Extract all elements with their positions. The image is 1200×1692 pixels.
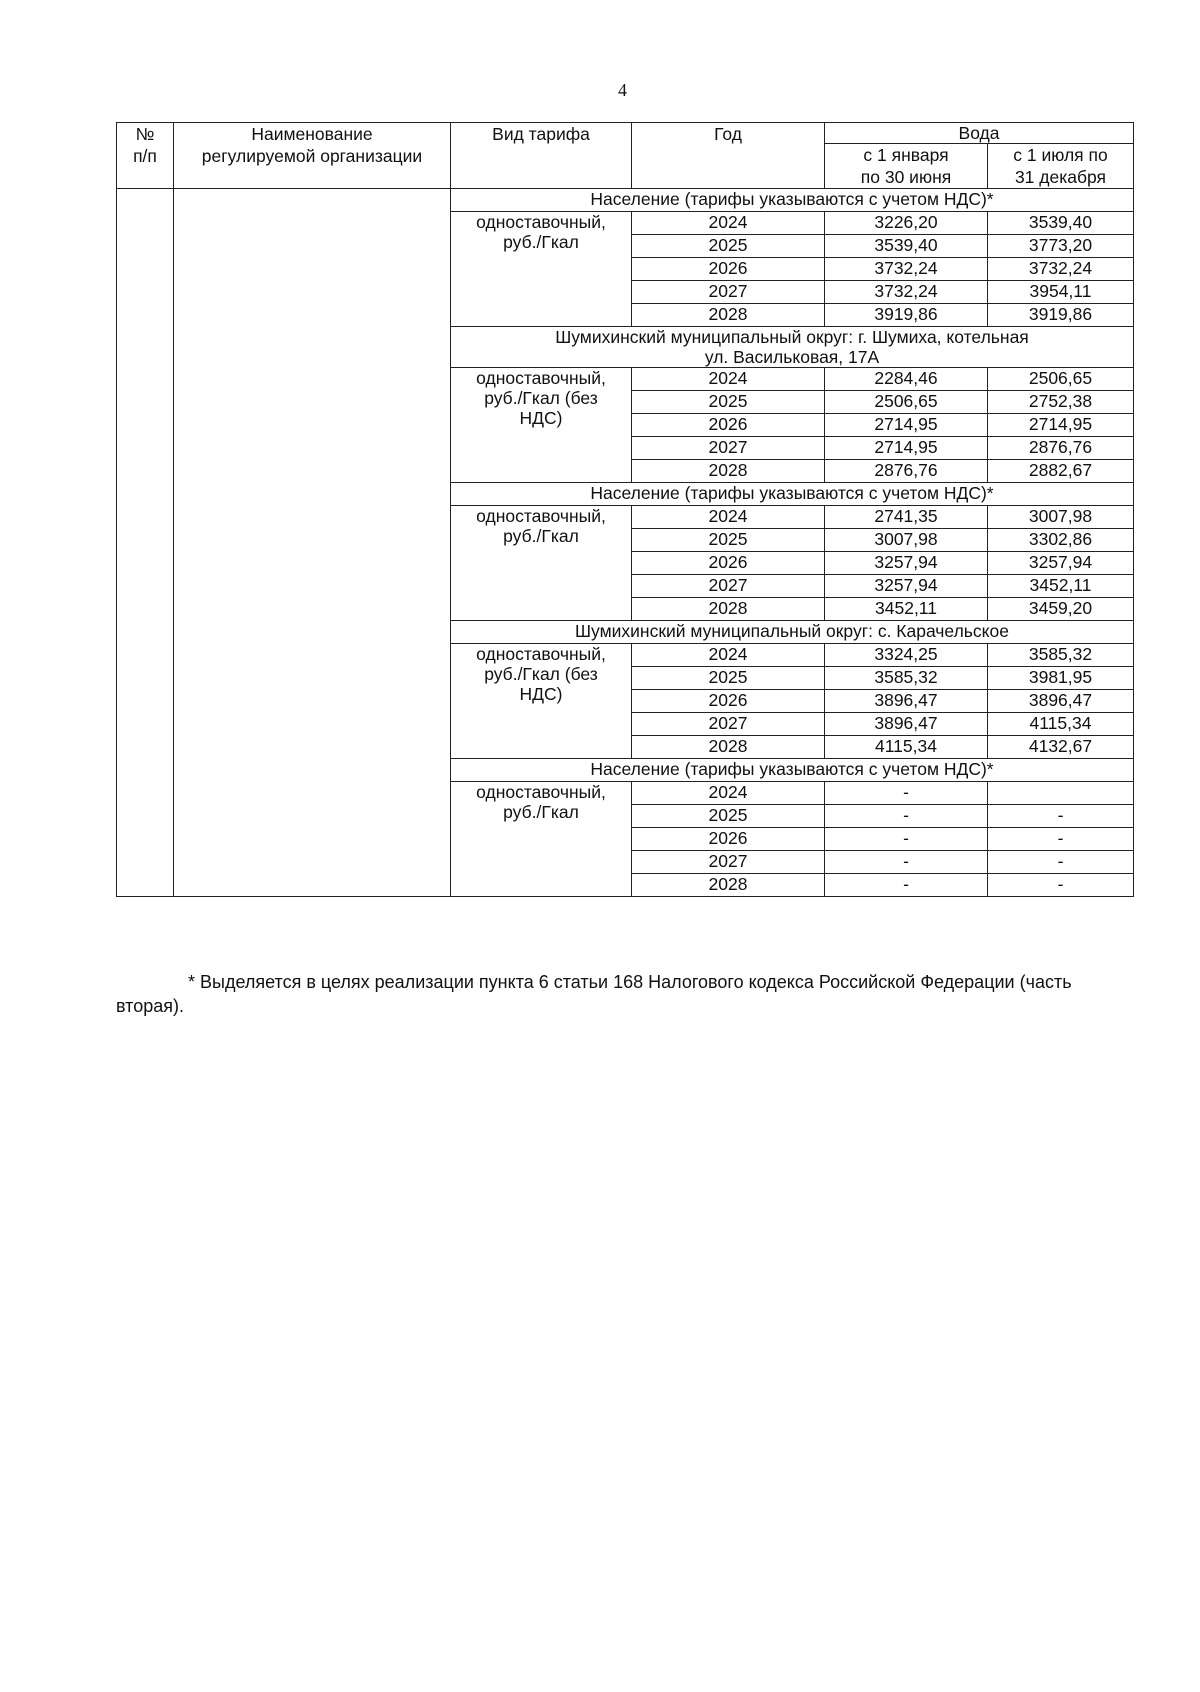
value-h1-cell: 3257,94 [825, 575, 988, 598]
value-h2-cell [988, 782, 1134, 805]
tariff-type-cell [451, 368, 632, 483]
value-h1-cell: 3919,86 [825, 304, 988, 327]
value-h1-cell: - [825, 828, 988, 851]
value-h2-cell: - [988, 851, 1134, 874]
header-water: Вода [825, 123, 1134, 144]
year-cell: 2026 [632, 690, 825, 713]
value-h2-cell: 3981,95 [988, 667, 1134, 690]
value-h1-cell: 3732,24 [825, 258, 988, 281]
year-cell: 2024 [632, 506, 825, 529]
value-h1-cell: 2876,76 [825, 460, 988, 483]
year-cell: 2024 [632, 368, 825, 391]
tariff-table [116, 122, 1134, 897]
value-h2-cell: 3257,94 [988, 552, 1134, 575]
tariff-type-text: одноставочный, руб./Гкал (без НДС) [476, 644, 606, 704]
value-h2-cell: 2714,95 [988, 414, 1134, 437]
value-h2-cell: 4132,67 [988, 736, 1134, 759]
year-cell: 2027 [632, 713, 825, 736]
tariff-type-text: одноставочный, руб./Гкал [476, 782, 606, 822]
year-cell: 2027 [632, 281, 825, 304]
year-cell: 2028 [632, 736, 825, 759]
tariff-type-text: одноставочный, руб./Гкал [476, 212, 606, 252]
value-h1-cell: 2714,95 [825, 437, 988, 460]
value-h1-cell: 3452,11 [825, 598, 988, 621]
value-h1-cell: - [825, 782, 988, 805]
header-period-h1 [825, 144, 988, 189]
value-h2-cell: 3459,20 [988, 598, 1134, 621]
section-title-text: Шумихинский муниципальный округ: с. Карачельское [575, 621, 1009, 641]
header-number [117, 123, 174, 189]
year-cell: 2026 [632, 552, 825, 575]
year-cell: 2028 [632, 598, 825, 621]
value-h1-cell: 4115,34 [825, 736, 988, 759]
organization-cell-empty [174, 189, 451, 897]
section-title-text: Население (тарифы указываются с учетом НДС)* [590, 189, 994, 209]
value-h2-cell: 2876,76 [988, 437, 1134, 460]
value-h2-cell: 2506,65 [988, 368, 1134, 391]
value-h1-cell: 2741,35 [825, 506, 988, 529]
value-h2-cell: 3302,86 [988, 529, 1134, 552]
value-h2-cell: 3919,86 [988, 304, 1134, 327]
year-cell: 2026 [632, 828, 825, 851]
value-h1-cell: 3007,98 [825, 529, 988, 552]
tariff-type-cell [451, 506, 632, 621]
year-cell: 2028 [632, 460, 825, 483]
number-cell-empty [117, 189, 174, 897]
value-h2-cell: 4115,34 [988, 713, 1134, 736]
tariff-type-cell [451, 782, 632, 897]
section-title [451, 483, 1134, 506]
year-cell: 2025 [632, 235, 825, 258]
value-h1-cell: 3585,32 [825, 667, 988, 690]
year-cell: 2028 [632, 874, 825, 897]
tariff-type-cell [451, 212, 632, 327]
year-cell: 2027 [632, 851, 825, 874]
value-h2-cell: 3007,98 [988, 506, 1134, 529]
value-h1-cell: 3896,47 [825, 690, 988, 713]
value-h2-cell: 2752,38 [988, 391, 1134, 414]
table-body [117, 189, 1134, 897]
year-cell: 2025 [632, 391, 825, 414]
value-h1-cell: 2284,46 [825, 368, 988, 391]
section-title-row [117, 189, 1134, 212]
value-h2-cell: - [988, 805, 1134, 828]
section-title [451, 327, 1134, 368]
tariff-type-cell [451, 644, 632, 759]
section-title [451, 759, 1134, 782]
header-organization [174, 123, 451, 189]
section-title [451, 189, 1134, 212]
header-tariff-type: Вид тарифа [451, 123, 632, 189]
value-h2-cell: 2882,67 [988, 460, 1134, 483]
value-h1-cell: 3226,20 [825, 212, 988, 235]
year-cell: 2026 [632, 258, 825, 281]
year-cell: 2025 [632, 805, 825, 828]
header-period-h2 [988, 144, 1134, 189]
value-h1-cell: 3732,24 [825, 281, 988, 304]
value-h1-cell: - [825, 851, 988, 874]
value-h1-cell: 2714,95 [825, 414, 988, 437]
year-cell: 2027 [632, 437, 825, 460]
table-header [117, 123, 1134, 189]
section-title-text: Шумихинский муниципальный округ: г. Шумиха, котельная ул. Васильковая, 17А [555, 327, 1029, 367]
value-h1-cell: 2506,65 [825, 391, 988, 414]
year-cell: 2027 [632, 575, 825, 598]
value-h1-cell: 3257,94 [825, 552, 988, 575]
value-h2-cell: 3896,47 [988, 690, 1134, 713]
year-cell: 2024 [632, 644, 825, 667]
section-title-text: Население (тарифы указываются с учетом НДС)* [590, 759, 994, 779]
header-year: Год [632, 123, 825, 189]
value-h2-cell: - [988, 874, 1134, 897]
year-cell: 2026 [632, 414, 825, 437]
value-h2-cell: 3954,11 [988, 281, 1134, 304]
value-h2-cell: 3585,32 [988, 644, 1134, 667]
value-h2-cell: 3452,11 [988, 575, 1134, 598]
value-h1-cell: - [825, 805, 988, 828]
value-h1-cell: 3539,40 [825, 235, 988, 258]
header-period-h2-text: с 1 июля по 31 декабря [1013, 145, 1108, 187]
year-cell: 2025 [632, 667, 825, 690]
value-h2-cell: 3732,24 [988, 258, 1134, 281]
value-h1-cell: 3324,25 [825, 644, 988, 667]
value-h2-cell: 3539,40 [988, 212, 1134, 235]
year-cell: 2028 [632, 304, 825, 327]
tariff-type-text: одноставочный, руб./Гкал (без НДС) [476, 368, 606, 428]
header-organization-text: Наименование регулируемой организации [201, 124, 423, 166]
value-h1-cell: 3896,47 [825, 713, 988, 736]
year-cell: 2025 [632, 529, 825, 552]
header-period-h1-text: с 1 января по 30 июня [860, 145, 952, 187]
page-number: 4 [618, 80, 627, 100]
footnote: * Выделяется в целях реализации пункта 6 статьи 168 Налогового кодекса Российской Федерации (часть вторая). [116, 972, 1072, 1016]
section-title [451, 621, 1134, 644]
tariff-type-text: одноставочный, руб./Гкал [476, 506, 606, 546]
value-h2-cell: 3773,20 [988, 235, 1134, 258]
year-cell: 2024 [632, 782, 825, 805]
header-number-text: № п/п [133, 124, 157, 166]
value-h2-cell: - [988, 828, 1134, 851]
section-title-text: Население (тарифы указываются с учетом НДС)* [590, 483, 994, 503]
value-h1-cell: - [825, 874, 988, 897]
year-cell: 2024 [632, 212, 825, 235]
